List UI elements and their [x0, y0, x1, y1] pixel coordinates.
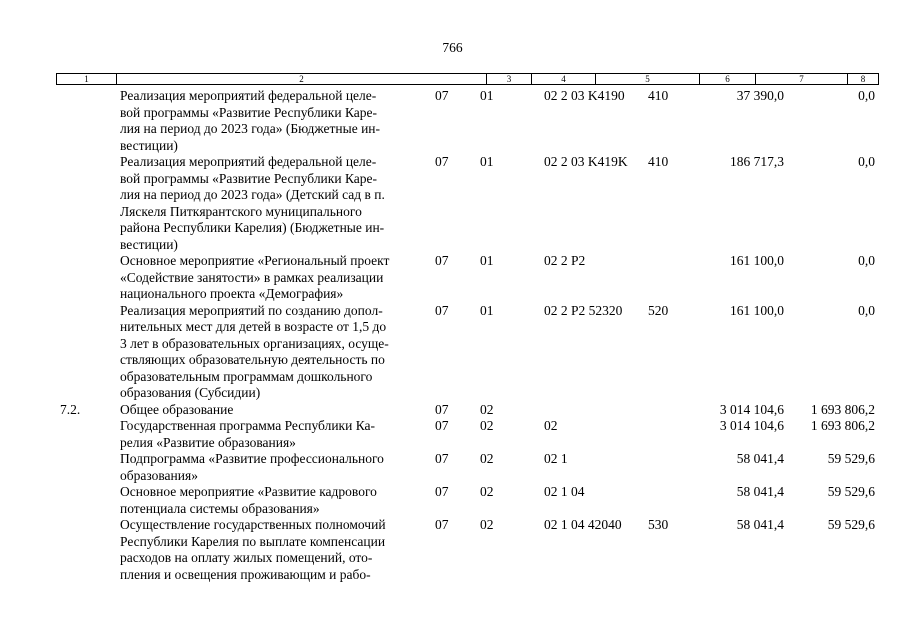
row-description: [120, 418, 426, 451]
row-number: 7.2.: [60, 401, 81, 417]
description-line: образования (Субсидии): [120, 385, 261, 400]
description-line: пления и освещения проживающим и рабо-: [120, 566, 371, 582]
subsection-code: 02: [480, 451, 494, 466]
table-row: [0, 402, 905, 419]
description-line: расходов на оплату жилых помещений, ото-: [120, 550, 373, 565]
row-description: [120, 154, 426, 253]
target-article-code: 02 2 P2 52320: [544, 302, 623, 318]
description-line: ствляющих образовательную деятельность по: [120, 352, 385, 367]
description-line: Основное мероприятие «Развитие кадрового: [120, 484, 377, 499]
description-line: вой программы «Развитие Республики Каре-: [120, 170, 377, 186]
amount-col-7: 37 390,0: [736, 88, 784, 103]
description-line: «Содействие занятости» в рамках реализации: [120, 269, 384, 285]
description-line: Общее образование: [120, 401, 234, 417]
description-line: потенциала системы образования»: [120, 500, 320, 516]
target-article-code: 02 2 03 K4190: [544, 88, 625, 103]
amount-col-8: 0,0: [858, 302, 875, 318]
row-description: [120, 253, 426, 303]
description-line: лия на период до 2023 года» (Детский сад в п.: [120, 187, 385, 202]
section-code: 07: [435, 302, 449, 318]
amount-col-7: 161 100,0: [730, 302, 784, 318]
subsection-code: 01: [480, 302, 494, 318]
description-line: 3 лет в образовательных организациях, осуще-: [120, 335, 389, 351]
subsection-code: 01: [480, 154, 494, 169]
description-line: Реализация мероприятий федеральной целе-: [120, 88, 377, 103]
description-line: Ляскеля Питкярантского муниципального: [120, 203, 362, 219]
description-line: Основное мероприятие «Региональный проект: [120, 253, 390, 268]
row-description: [120, 88, 426, 154]
table-row: [0, 88, 905, 154]
section-code: 07: [435, 401, 449, 417]
amount-col-7: 58 041,4: [736, 484, 784, 499]
section-code: 07: [435, 484, 449, 499]
target-article-code: 02 1: [544, 451, 568, 466]
subsection-code: 01: [480, 88, 494, 103]
description-line: лия на период до 2023 года» (Бюджетные ин-: [120, 121, 381, 136]
section-code: 07: [435, 253, 449, 268]
amount-col-8: 0,0: [858, 88, 875, 103]
amount-col-7: 3 014 104,6: [719, 401, 784, 417]
amount-col-7: 58 041,4: [736, 517, 784, 532]
table-row: [0, 253, 905, 303]
section-code: 07: [435, 418, 449, 433]
table-header: [56, 73, 879, 85]
amount-col-8: 1 693 806,2: [810, 418, 875, 433]
expense-type-code: 410: [648, 154, 669, 169]
row-description: [120, 451, 426, 484]
header-col-7: 7: [755, 74, 847, 84]
table-row: [0, 517, 905, 583]
subsection-code: 02: [480, 401, 494, 417]
description-line: Республики Карелия по выплате компенсации: [120, 533, 386, 549]
header-col-1: 1: [84, 74, 89, 84]
subsection-code: 02: [480, 484, 494, 499]
amount-col-7: 58 041,4: [736, 451, 784, 466]
target-article-code: 02 1 04: [544, 484, 585, 499]
target-article-code: 02 2 P2: [544, 253, 586, 268]
description-line: Реализация мероприятий по созданию допол-: [120, 302, 383, 318]
header-col-5: 5: [595, 74, 699, 84]
description-line: релия «Развитие образования»: [120, 434, 296, 450]
section-code: 07: [435, 517, 449, 532]
description-line: национального проекта «Демография»: [120, 286, 344, 301]
section-code: 07: [435, 154, 449, 169]
header-col-3: 3: [486, 74, 531, 84]
table-row: [0, 154, 905, 253]
amount-col-8: 59 529,6: [827, 517, 875, 532]
amount-col-7: 3 014 104,6: [719, 418, 784, 433]
target-article-code: 02 2 03 K419K: [544, 154, 628, 169]
description-line: вестиции): [120, 236, 178, 252]
subsection-code: 02: [480, 418, 494, 433]
table-row: [0, 303, 905, 402]
page-number: 766: [442, 40, 463, 55]
description-line: нительных мест для детей в возрасте от 1,5 до: [120, 319, 387, 334]
row-description: [120, 484, 426, 517]
description-line: вестиции): [120, 137, 178, 153]
amount-col-8: 59 529,6: [827, 484, 875, 499]
amount-col-7: 186 717,3: [730, 154, 784, 169]
description-line: образовательным программам дошкольного: [120, 368, 373, 384]
section-code: 07: [435, 451, 449, 466]
expense-type-code: 530: [648, 517, 669, 532]
description-line: Подпрограмма «Развитие профессионального: [120, 451, 384, 466]
table-row: [0, 418, 905, 451]
row-description: [120, 303, 426, 402]
description-line: вой программы «Развитие Республики Каре-: [120, 104, 377, 120]
target-article-code: 02 1 04 42040: [544, 517, 622, 532]
description-line: района Республики Карелия) (Бюджетные ин-: [120, 220, 385, 235]
header-col-4: 4: [531, 74, 595, 84]
amount-col-8: 1 693 806,2: [810, 401, 875, 417]
subsection-code: 01: [480, 253, 494, 268]
header-col-6: 6: [699, 74, 755, 84]
description-line: образования»: [120, 467, 198, 483]
header-col-2: 2: [116, 74, 486, 84]
section-code: 07: [435, 88, 449, 103]
subsection-code: 02: [480, 517, 494, 532]
description-line: Осуществление государственных полномочий: [120, 517, 386, 532]
amount-col-8: 0,0: [858, 253, 875, 268]
row-description: [120, 402, 426, 419]
amount-col-8: 59 529,6: [827, 451, 875, 466]
expense-type-code: 520: [648, 302, 669, 318]
table-row: [0, 484, 905, 517]
amount-col-7: 161 100,0: [730, 253, 784, 268]
expense-type-code: 410: [648, 88, 669, 103]
table-row: [0, 451, 905, 484]
description-line: Государственная программа Республики Ка-: [120, 418, 376, 433]
row-description: [120, 517, 426, 583]
description-line: Реализация мероприятий федеральной целе-: [120, 154, 377, 169]
header-col-8: 8: [847, 74, 878, 84]
amount-col-8: 0,0: [858, 154, 875, 169]
target-article-code: 02: [544, 418, 558, 433]
